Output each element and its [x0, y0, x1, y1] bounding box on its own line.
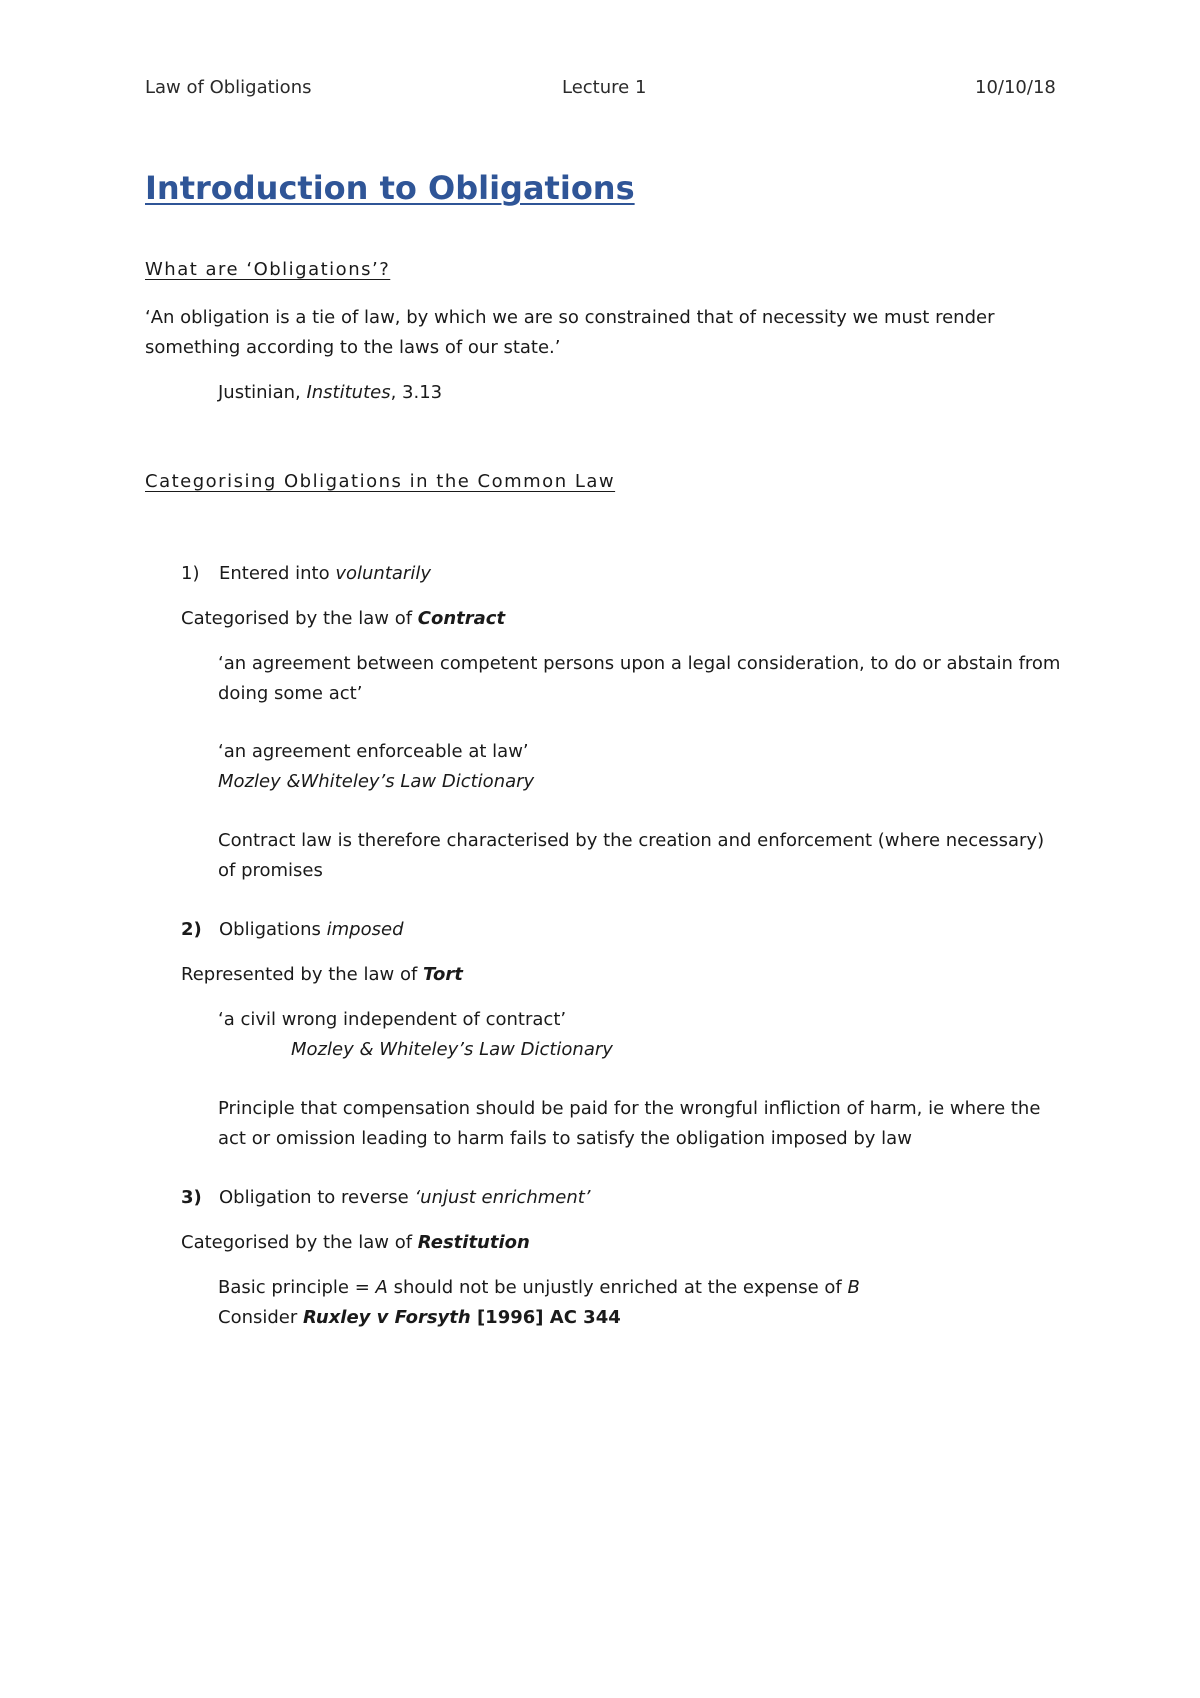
header-course: Law of Obligations: [145, 77, 312, 98]
section-heading-what-are-obligations: What are ‘Obligations’?: [145, 259, 391, 280]
list-item-voluntary: 1) Entered into voluntarily: [181, 563, 431, 584]
definition-source: Mozley &Whiteley’s Law Dictionary: [218, 771, 535, 792]
category-line-tort: Represented by the law of Tort: [181, 964, 463, 985]
note-line: of promises: [218, 860, 323, 881]
quote-line: ‘An obligation is a tie of law, by which we are so constrained that of necessity we must render: [145, 307, 995, 328]
category-line-contract: Categorised by the law of Contract: [181, 608, 506, 629]
section-heading-categorising: Categorising Obligations in the Common Law: [145, 471, 616, 492]
page-title: Introduction to Obligations: [145, 169, 635, 207]
header-lecture: Lecture 1: [562, 77, 647, 98]
definition-line: ‘an agreement enforceable at law’: [218, 741, 529, 762]
definition-source: Mozley & Whiteley’s Law Dictionary: [291, 1039, 613, 1060]
definition-line: ‘a civil wrong independent of contract’: [218, 1009, 567, 1030]
list-item-imposed: 2) Obligations imposed: [181, 919, 404, 940]
principle-line: Basic principle = A should not be unjustly enriched at the expense of B: [218, 1277, 860, 1298]
definition-line: ‘an agreement between competent persons upon a legal consideration, to do or abstain from: [218, 653, 1061, 674]
case-reference-line: Consider Ruxley v Forsyth [1996] AC 344: [218, 1307, 621, 1328]
note-line: Contract law is therefore characterised by the creation and enforcement (where necessary): [218, 830, 1045, 851]
quote-line: something according to the laws of our state.’: [145, 337, 561, 358]
category-line-restitution: Categorised by the law of Restitution: [181, 1232, 530, 1253]
definition-line: doing some act’: [218, 683, 363, 704]
list-item-unjust-enrichment: 3) Obligation to reverse ‘unjust enrichment’: [181, 1187, 591, 1208]
quote-citation: Justinian, Institutes, 3.13: [218, 382, 443, 403]
note-line: act or omission leading to harm fails to satisfy the obligation imposed by law: [218, 1128, 912, 1149]
header-date: 10/10/18: [975, 77, 1056, 98]
note-line: Principle that compensation should be paid for the wrongful infliction of harm, ie where the: [218, 1098, 1041, 1119]
